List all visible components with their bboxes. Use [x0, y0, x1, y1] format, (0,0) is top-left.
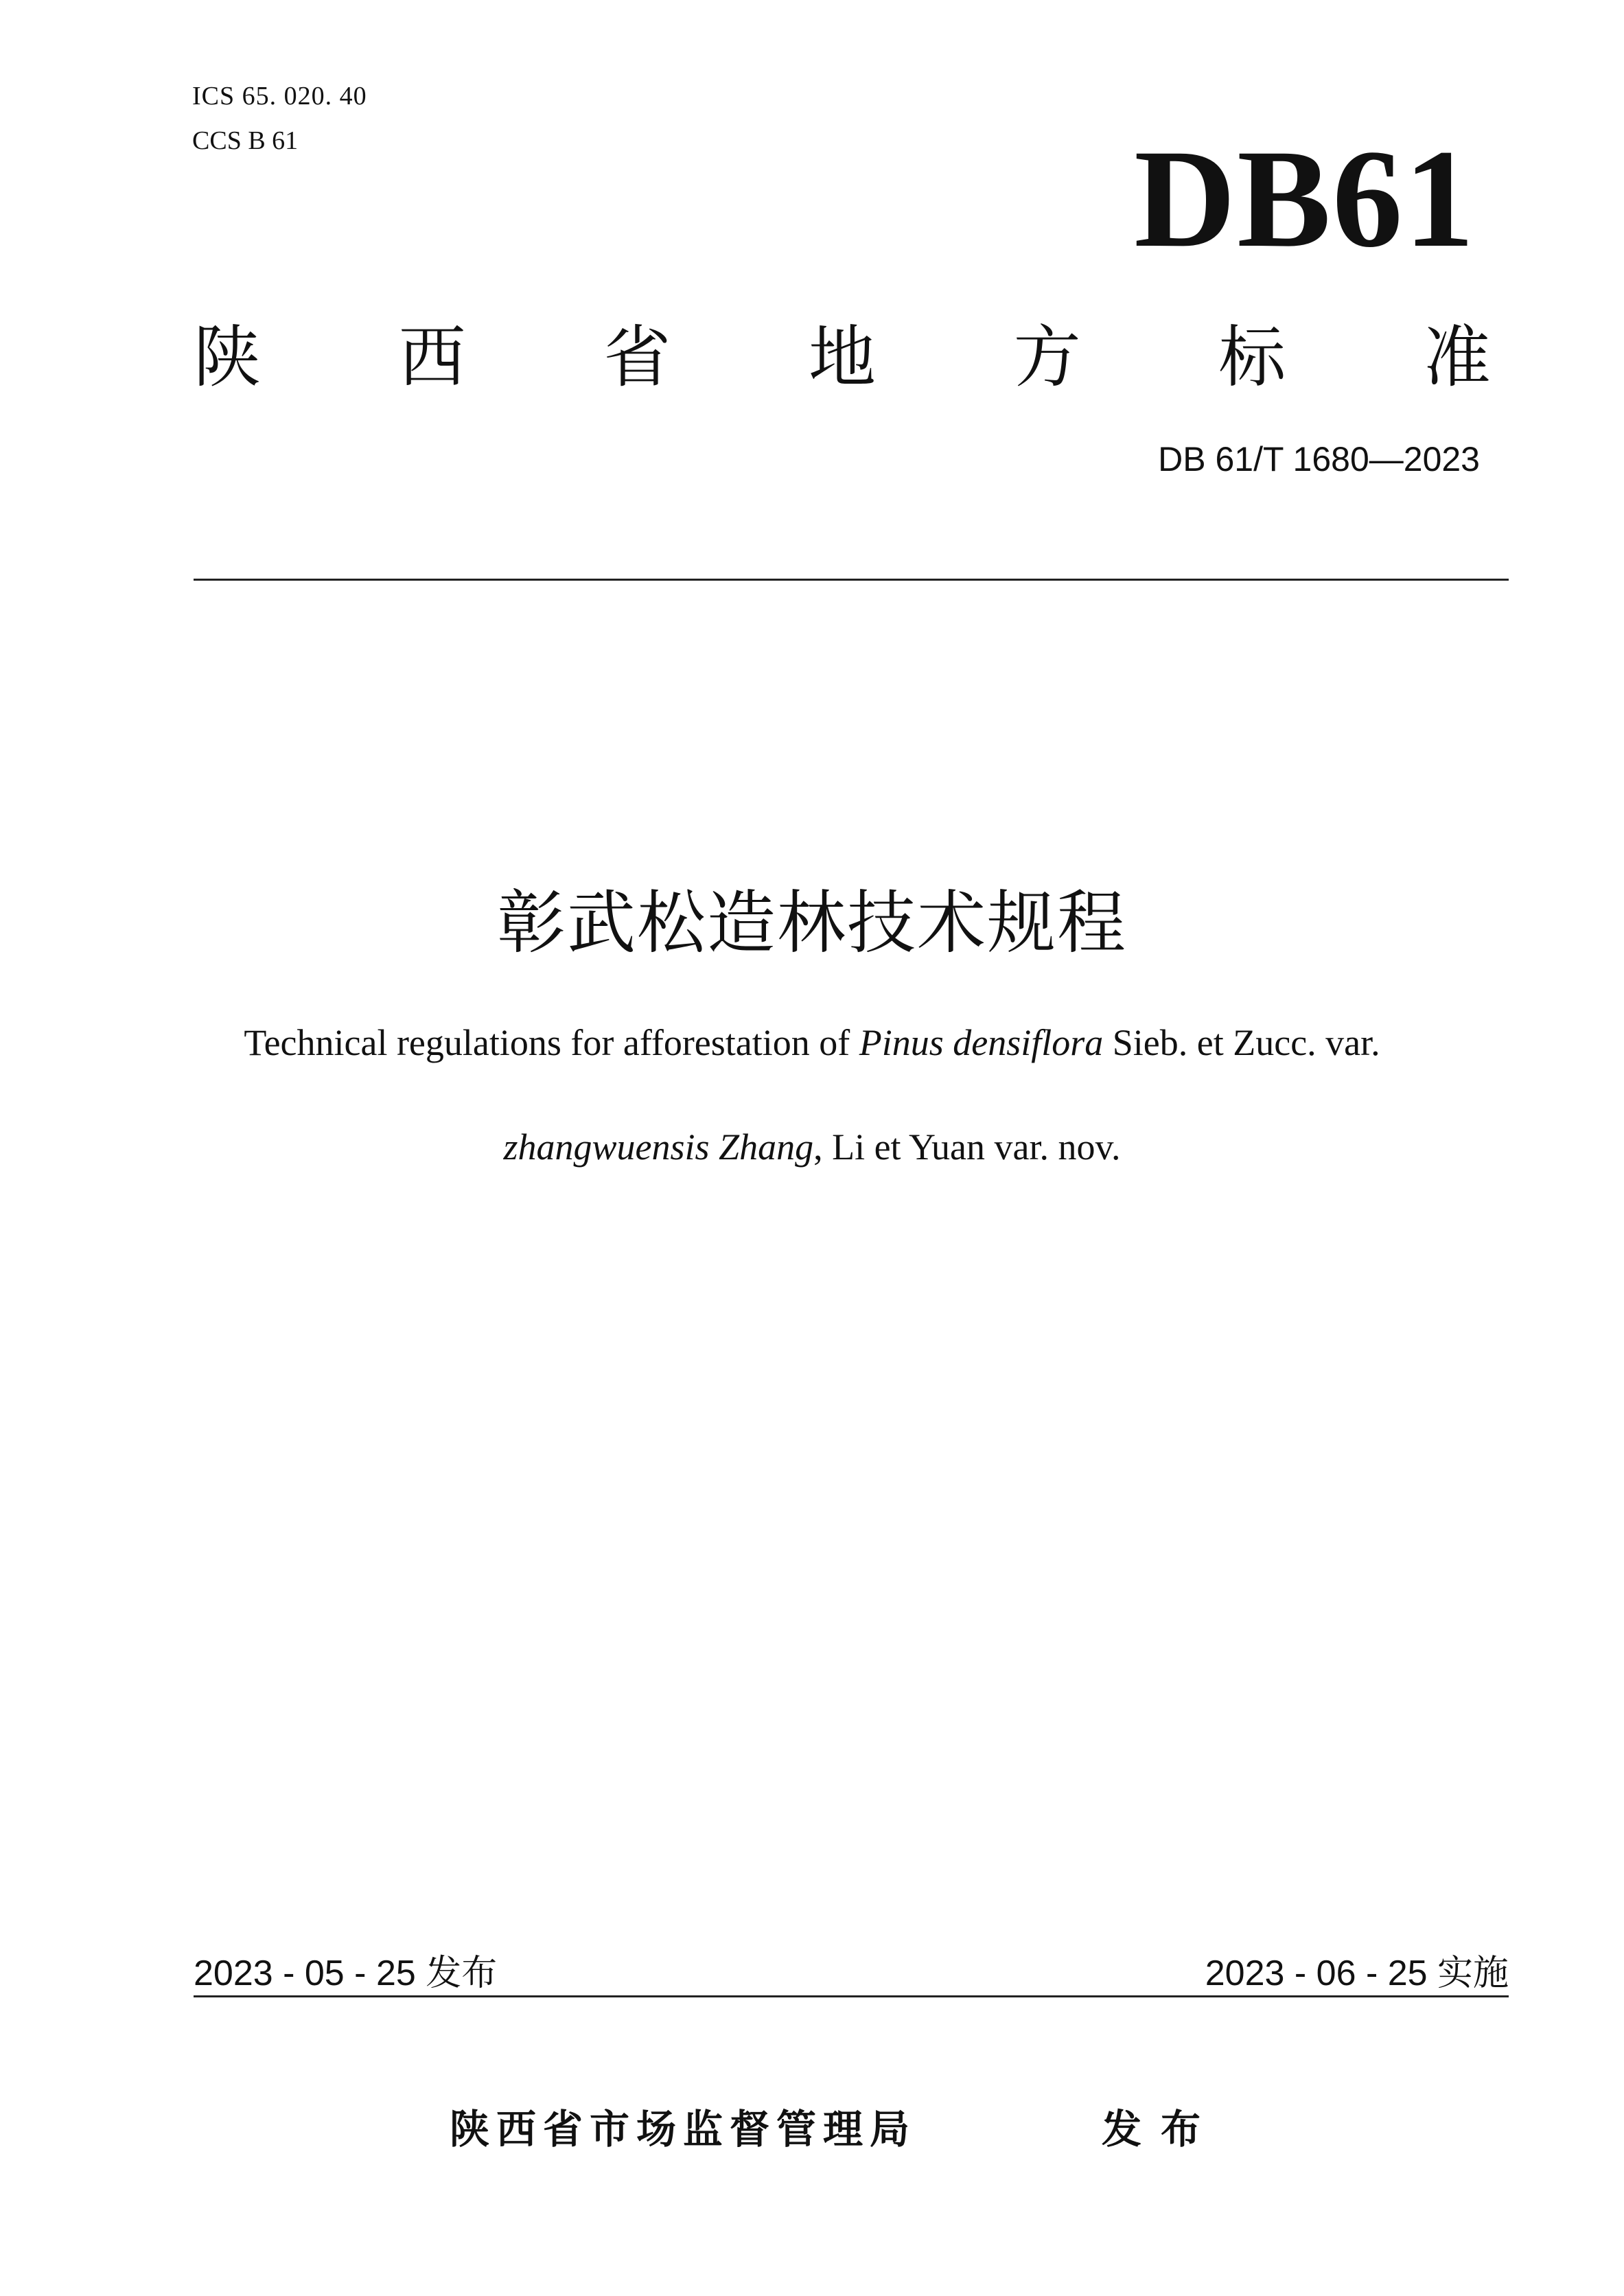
standard-type-char: 准 — [1423, 319, 1491, 395]
publish-label: 发布 — [1102, 2107, 1220, 2152]
ics-code: ICS 65. 020. 40 — [192, 82, 367, 111]
title-en-text: Sieb. et Zucc. var. — [1103, 1022, 1380, 1063]
publisher-name: 陕西省市场监督管理局 — [450, 2107, 917, 2152]
standard-number: DB 61/T 1680—2023 — [1158, 440, 1480, 478]
document-title-en-line2 — [0, 1126, 1624, 1168]
title-en-species: Pinus densiflora — [859, 1022, 1104, 1063]
standard-type-char: 方 — [1013, 319, 1081, 395]
standard-type-char: 省 — [603, 319, 671, 395]
standard-type — [194, 312, 1491, 402]
standard-type-char: 陕 — [194, 319, 262, 395]
ccs-code: CCS B 61 — [192, 126, 299, 155]
standard-type-char: 西 — [398, 319, 466, 395]
title-en-text: Technical regulations for afforestation of — [244, 1022, 859, 1063]
standard-type-char: 标 — [1218, 319, 1286, 395]
document-title-zh: 彰武松造林技术规程 — [497, 885, 1127, 962]
top-divider — [194, 579, 1509, 581]
standard-type-char: 地 — [808, 319, 876, 395]
issue-date: 2023 - 05 - 25 发布 — [194, 1953, 498, 1993]
title-en-variety: zhangwuensis Zhang — [503, 1126, 814, 1168]
effective-date: 2023 - 06 - 25 实施 — [1205, 1953, 1509, 1993]
standard-logo: DB61 — [1134, 121, 1476, 277]
document-title-en-line1 — [0, 1021, 1624, 1064]
title-en-text: , Li et Yuan var. nov. — [813, 1126, 1121, 1168]
bottom-divider — [194, 1995, 1509, 1997]
